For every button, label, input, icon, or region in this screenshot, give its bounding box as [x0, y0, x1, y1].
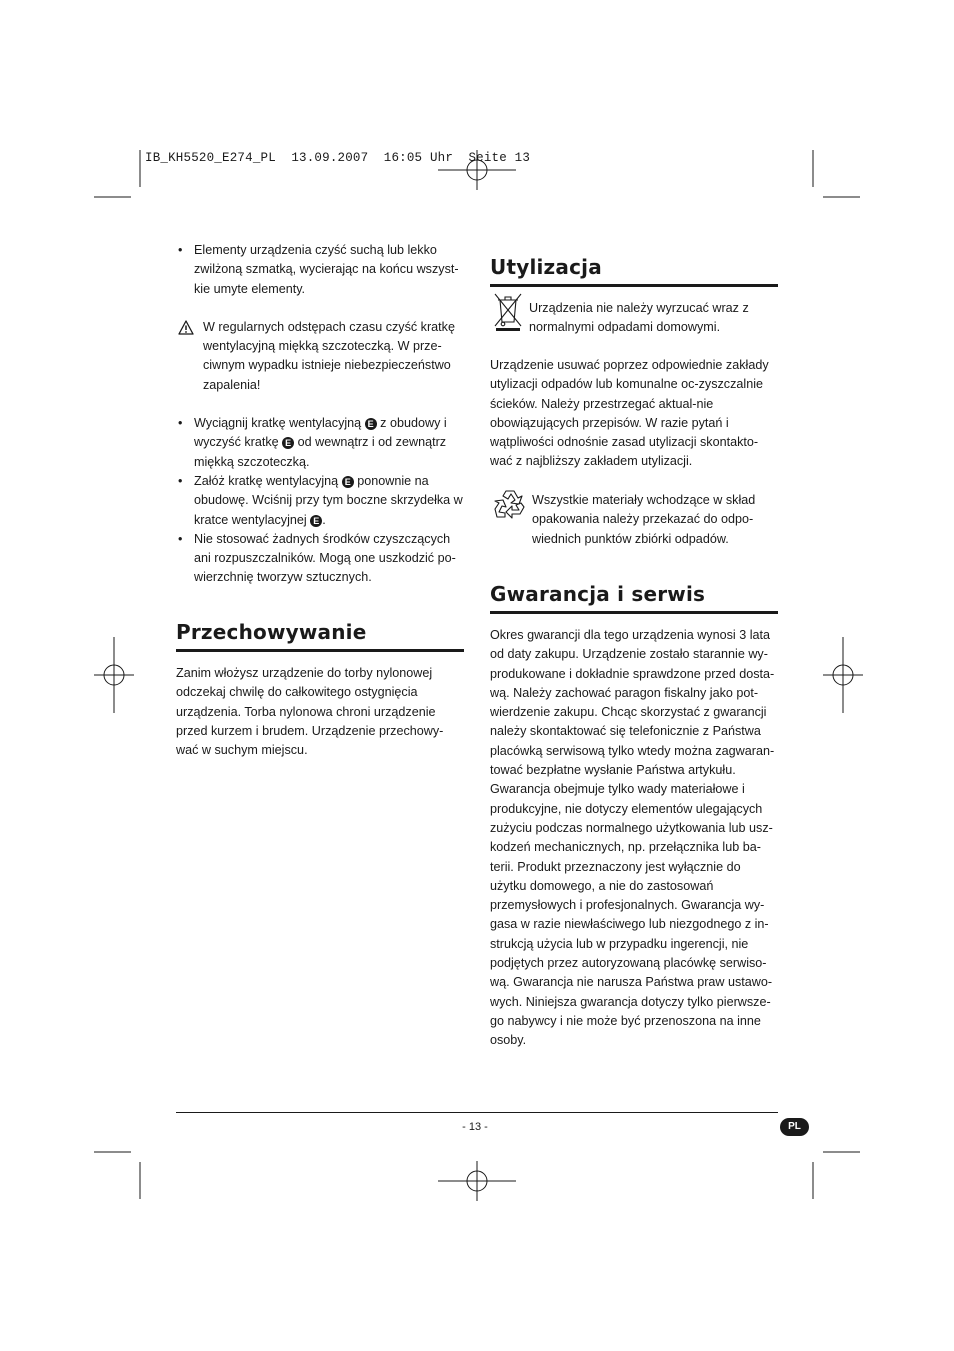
list-item: • Załóż kratkę wentylacyjną E ponownie na obudowę. Wciśnij przy tym boczne skrzydełka w kratce wentylacyjnej E .: [176, 472, 468, 530]
list-item: • Nie stosować żadnych środków czyszczących ani rozpuszczalników. Mogą one uszkodzić po-wierzchnię tworzyw sztucznych.: [176, 530, 468, 588]
storage-text: Zanim włożysz urządzenie do torby nylonowej odczekaj chwilę do całkowitego ostygnięcia urządzenia. Torba nylonowa chroni urządzenie przed kurzem i brudem. Urządzenie przechowy-wać w suchym miejscu.: [176, 666, 444, 758]
storage-heading-rule: [176, 649, 464, 652]
disposal-heading-rule: [490, 284, 778, 287]
part-e-marker: E: [365, 418, 377, 430]
warranty-heading: Gwarancja i serwis: [490, 582, 706, 606]
weee-text: Urządzenia nie należy wyrzucać wraz z normalnymi odpadami domowymi.: [529, 301, 749, 335]
warning-text: W regularnych odstępach czasu czyść kratkę wentylacyjną miękką szczoteczką. W prze-ciwnym wypadku istnieje niebezpieczeństwo zapalenia!: [203, 319, 455, 392]
registration-mark-icon: [438, 150, 516, 190]
registration-mark-icon: [823, 637, 863, 713]
part-e-marker: E: [282, 437, 294, 449]
recycling-symbol-icon: [491, 487, 529, 525]
warning-triangle-icon: [178, 320, 194, 335]
registration-mark-icon: [94, 637, 134, 713]
page-number: - 13 -: [462, 1121, 488, 1133]
print-slug: IB_KH5520_E274_PL 13.09.2007 16:05 Uhr Seite 13: [145, 151, 531, 165]
footer-rule: [176, 1112, 778, 1113]
part-e-marker: E: [342, 476, 354, 488]
list-item: • Elementy urządzenia czyść suchą lub lekko zwilżoną szmatką, wycierając na końcu wszyst-kie umyte elementy.: [176, 241, 468, 299]
warranty-text: Okres gwarancji dla tego urządzenia wynosi 3 lata od daty zakupu. Urządzenie zostało starannie wy-produkowane i dokładnie sprawdzone przed dosta-wą. Należy zachować paragon fiskalny jako pot-wierdzenie zakupu. Chcąc skorzystać z gwarancji należy skontaktować się telefonicznie z Państwa placówką serwisową tylko wtedy można zagwaran-tować bezpłatne wysłanie Państwa artykułu. Gwarancja obejmuje tylko wady materiałowe i produkcyjne, nie dotyczy elementów ulegających zużyciu podczas normalnego użytkowania lub usz-kodzeń mechanicznych, np. przełącznika lub ba-terii. Produkt przeznaczony jest wyłącznie do użytku domowego, a nie do zastosowań przemysłowych i profesjonalnych. Gwarancja wy-gasa w razie niewłaściwego lub niezgodnego z in-strukcją użycia lub w przypadku ingerencji, nie podjętych przez autoryzowaną placówkę serwiso-wą. Gwarancja nie narusza Państwa praw ustawo-wych. Niniejsza gwarancja dotyczy tylko pierwsze-go nabywcy i nie może być przenoszona na inne osoby.: [490, 628, 775, 1048]
cleaning-bullets: [176, 241, 468, 299]
crossed-out-wheelie-bin-icon: [492, 292, 524, 332]
grille-bullets: [176, 414, 468, 588]
disposal-heading: Utylizacja: [490, 255, 602, 279]
registration-mark-icon: [438, 1161, 516, 1201]
language-badge: PL: [780, 1118, 809, 1136]
left-column: [176, 241, 468, 588]
warning-block: [176, 318, 468, 395]
disposal-text: Urządzenie usuwać poprzez odpowiednie zakłady utylizacji odpadów lub komunalne oc-zyszczalnie ścieków. Należy przestrzegać aktual-nie obowiązujących przepisów. W razie pytań i wątpliwości odnośnie zasad utylizacji skontakto-wać z najbliższy zakładem utylizacji.: [490, 358, 769, 469]
part-e-marker: E: [310, 515, 322, 527]
storage-heading: Przechowywanie: [176, 620, 367, 644]
warranty-heading-rule: [490, 611, 778, 614]
recycle-text: Wszystkie materiały wchodzące w skład opakowania należy przekazać do odpo-wiednich punktów zbiórki odpadów.: [532, 493, 756, 546]
list-item: • Wyciągnij kratkę wentylacyjną E z obudowy i wyczyść kratkę E od wewnątrz i od zewnątrz miękką szczoteczką.: [176, 414, 468, 472]
